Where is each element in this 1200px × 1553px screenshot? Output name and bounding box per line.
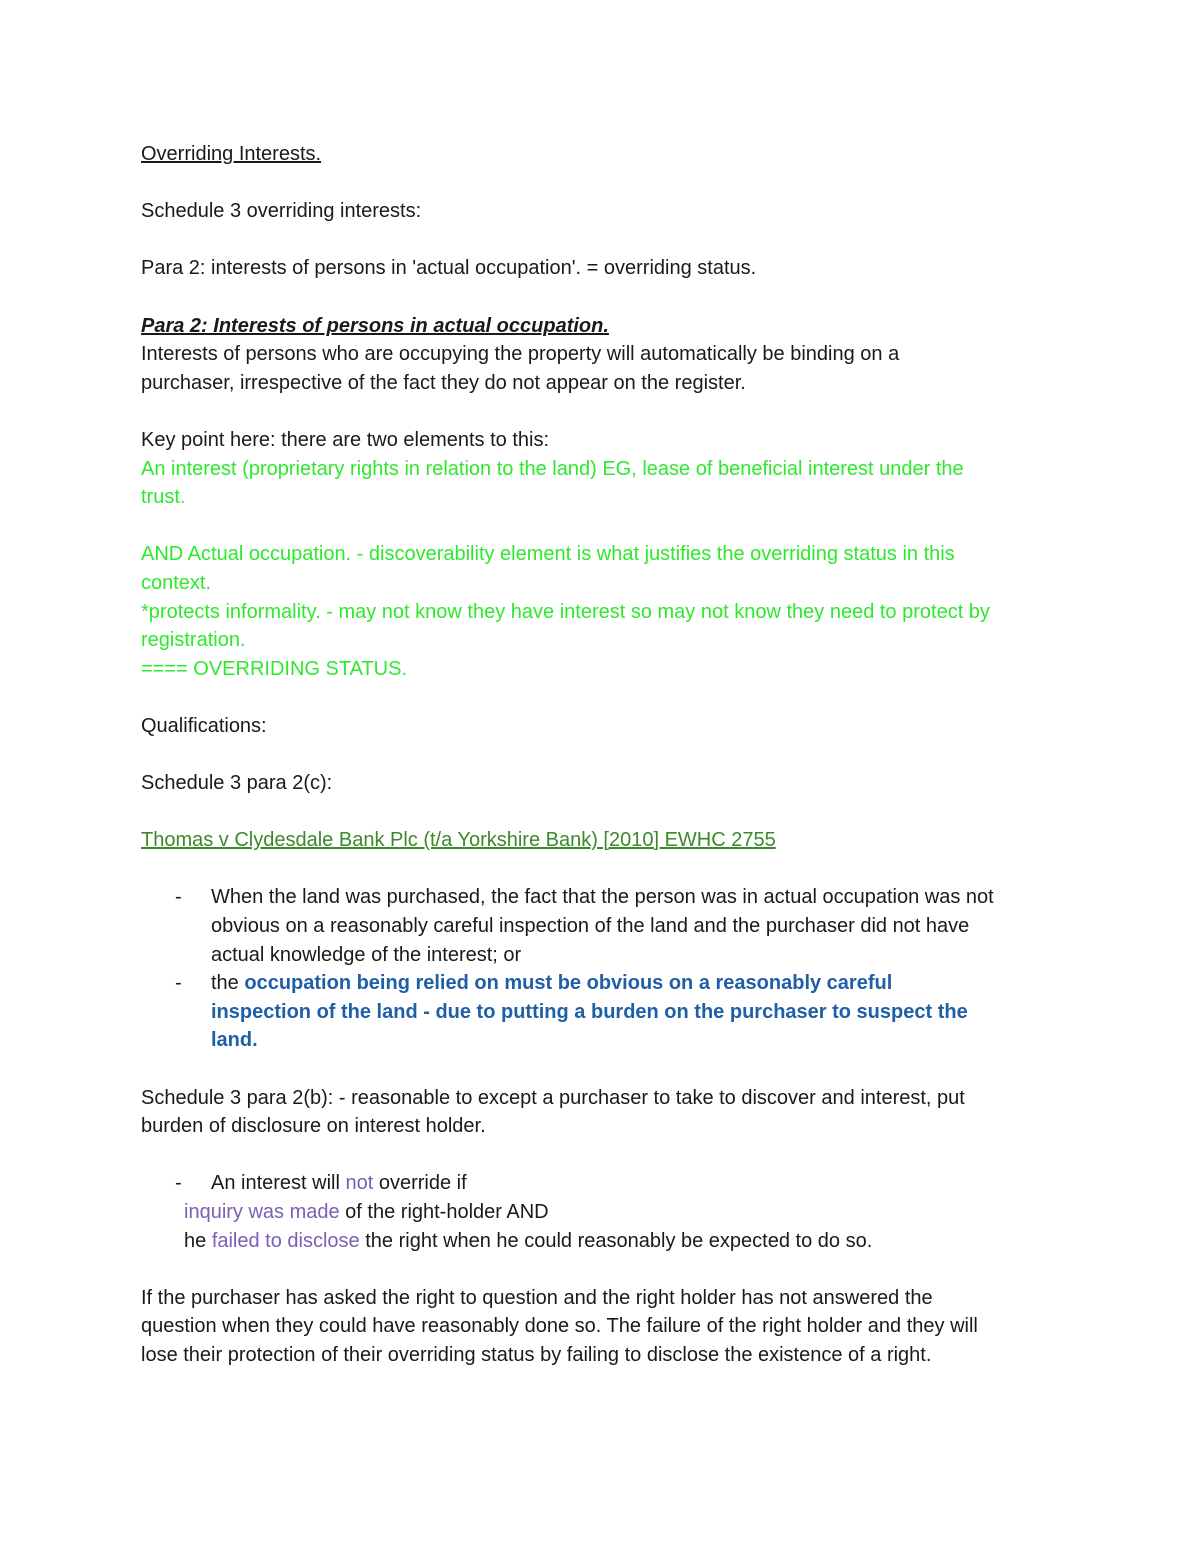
- bullet-line: When the land was purchased, the fact that the person was in actual occupation was not: [211, 886, 994, 909]
- list-item: [141, 883, 1081, 969]
- bullet-line: obvious on a reasonably careful inspection of the land and the purchaser did not have: [211, 915, 970, 938]
- informality-line: *protects informality. - may not know they have interest so may not know they need to protect by: [141, 600, 990, 623]
- bullet-dash: -: [175, 972, 182, 995]
- occupation-element-line: AND Actual occupation. - discoverability element is what justifies the overriding status in this: [141, 543, 955, 566]
- closing-paragraph-line: lose their protection of their overriding status by failing to disclose the existence of a right.: [141, 1343, 932, 1366]
- closing-paragraph-line: question when they could have reasonably done so. The failure of the right holder and they will: [141, 1315, 978, 1338]
- bullet-text-segment: he: [184, 1229, 212, 1252]
- interest-element-line: An interest (proprietary rights in relation to the land) EG, lease of beneficial interest under the: [141, 457, 964, 480]
- bullet-text-segment: of the right-holder AND: [339, 1200, 549, 1223]
- para2-heading: Para 2: Interests of persons in actual occupation.: [141, 314, 609, 337]
- bullet-prefix: the: [211, 972, 245, 995]
- schedule3-2b-line: Schedule 3 para 2(b): - reasonable to except a purchaser to take to discover and interest, put: [141, 1086, 965, 1109]
- case-link[interactable]: Thomas v Clydesdale Bank Plc (t/a Yorkshire Bank) [2010] EWHC 2755: [141, 829, 776, 852]
- highlight-text: not: [345, 1172, 374, 1195]
- closing-paragraph-line: If the purchaser has asked the right to question and the right holder has not answered the: [141, 1286, 933, 1309]
- interest-element-line: trust.: [141, 486, 186, 509]
- highlight-text: inquiry was made: [184, 1200, 340, 1223]
- schedule3-2c-heading: Schedule 3 para 2(c):: [141, 772, 333, 795]
- informality-line: registration.: [141, 629, 246, 652]
- document-page: [141, 140, 1081, 1370]
- key-point: Key point here: there are two elements to this:: [141, 428, 549, 451]
- bullet-line: actual knowledge of the interest; or: [211, 943, 522, 966]
- list-item: [141, 1169, 1081, 1198]
- bullet-dash: -: [175, 1172, 182, 1195]
- list-item: [141, 969, 1081, 1055]
- bullet-dash: -: [175, 886, 182, 909]
- highlight-text: failed to disclose: [211, 1229, 360, 1252]
- schedule3-heading: Schedule 3 overriding interests:: [141, 200, 422, 223]
- para2-body-line: Interests of persons who are occupying the property will automatically be binding on a: [141, 343, 900, 366]
- emphasis-text: land.: [211, 1029, 258, 1052]
- document-title: Overriding Interests.: [141, 143, 322, 165]
- bullet-text-segment: override if: [373, 1172, 467, 1195]
- qualifications-heading: Qualifications:: [141, 714, 267, 737]
- bullet-text-segment: the right when he could reasonably be expected to do so.: [359, 1229, 873, 1252]
- overriding-status-line: ==== OVERRIDING STATUS.: [141, 657, 407, 680]
- occupation-element-line: context.: [141, 571, 212, 594]
- para2-body-line: purchaser, irrespective of the fact they do not appear on the register.: [141, 371, 746, 394]
- schedule3-2b-line: burden of disclosure on interest holder.: [141, 1115, 486, 1138]
- para2-summary: Para 2: interests of persons in 'actual occupation'. = overriding status.: [141, 257, 757, 280]
- bullet-text-segment: An interest will: [211, 1172, 346, 1195]
- emphasis-text: inspection of the land - due to putting a burden on the purchaser to suspect the: [211, 1000, 968, 1023]
- emphasis-text: occupation being relied on must be obvious on a reasonably careful: [244, 972, 893, 995]
